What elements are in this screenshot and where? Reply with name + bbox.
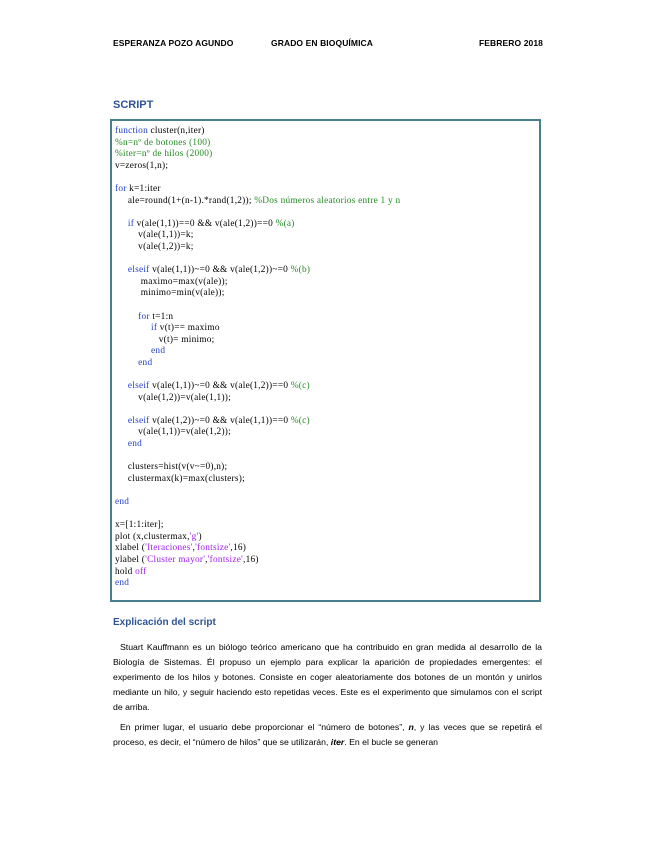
paragraph-2-var-iter: iter	[330, 737, 345, 748]
code-text: clustermax(k)=max(clusters);	[115, 473, 245, 484]
code-text	[115, 219, 128, 229]
code-line	[115, 474, 400, 486]
code-comment: %(a)	[275, 218, 295, 229]
code-text: cluster(n,iter)	[147, 126, 205, 136]
code-string: 'Iteraciones'	[145, 543, 193, 554]
paragraph-2	[113, 720, 542, 750]
code-text: ,16)	[230, 543, 247, 554]
code-keyword: end	[151, 346, 166, 357]
code-line	[115, 567, 400, 579]
code-text: v(ale(1,1))=v(ale(1,2));	[115, 427, 231, 438]
code-keyword: for	[115, 183, 127, 194]
code-text: v(ale(1,1))==0 && v(ale(1,2))==0	[134, 218, 276, 229]
code-keyword: for	[138, 311, 150, 322]
code-line	[115, 520, 400, 532]
code-line	[115, 138, 400, 150]
code-text: v=zeros(1,n);	[115, 160, 169, 171]
code-text: hold	[115, 566, 136, 577]
code-line	[115, 451, 400, 463]
code-line	[115, 404, 400, 416]
code-text: plot (x,clustermax,	[115, 531, 190, 542]
code-comment: %(c)	[290, 381, 310, 392]
code-text: v(ale(1,2))=k;	[115, 241, 194, 252]
code-keyword: elseif	[127, 381, 150, 392]
page-header	[113, 38, 543, 52]
code-text: ,	[205, 554, 208, 565]
code-text: xlabel (	[115, 543, 146, 554]
code-line	[115, 543, 400, 555]
section-title: SCRIPT	[113, 99, 154, 111]
code-text: v(t)== maximo	[157, 323, 220, 334]
code-text: k=1:iter	[126, 183, 161, 194]
paragraph-1: Stuart Kauffmann es un biólogo teórico americano que ha contribuido en gran medida al desarrollo de la Biología de Sistemas. Él propuso un ejemplo para explicar la aparición de propiedades emergentes: el experimento de los hilos y botones. Consiste en coger aleatoriamente dos botones de un montón y unirlos mediante un hilo, y seguir haciendo esto repetidas veces. Este es el experimento que simulamos con el script de arriba.	[113, 642, 542, 713]
code-comment: %(b)	[290, 265, 311, 276]
code-text	[115, 312, 138, 322]
code-line	[115, 288, 400, 300]
code-text: maximo=max(v(ale));	[115, 276, 228, 287]
code-comment: %(c)	[290, 415, 310, 426]
code-keyword: elseif	[127, 415, 150, 426]
code-line	[115, 161, 400, 173]
code-keyword: end	[127, 439, 143, 450]
header-degree: GRADO EN BIOQUÍMICA	[271, 38, 374, 48]
code-text	[115, 265, 128, 275]
header-author: ESPERANZA POZO AGUNDO	[113, 38, 234, 48]
code-text: v(t)= minimo;	[115, 334, 215, 345]
code-text: ylabel (	[115, 554, 146, 565]
code-line	[115, 532, 400, 544]
code-text: v(ale(1,1))=k;	[115, 230, 194, 241]
code-line	[115, 439, 400, 451]
code-line	[115, 509, 400, 521]
code-text	[115, 346, 151, 356]
code-text: v(ale(1,2))~=0 && v(ale(1,1))==0	[149, 415, 291, 426]
code-line	[115, 242, 400, 254]
code-string: 'fontsize'	[195, 543, 231, 554]
code-line	[115, 393, 400, 405]
code-string: off	[135, 566, 147, 577]
code-keyword: function	[115, 126, 148, 136]
code-line	[115, 358, 400, 370]
code-text: )	[198, 531, 202, 542]
code-text	[115, 416, 128, 426]
code-line	[115, 277, 400, 289]
code-string: 'Cluster mayor'	[145, 554, 206, 565]
paragraph-2-part2: , y las veces que se repetirá el proceso, es decir, el “número de hilos” que se utilizarán,	[113, 722, 542, 748]
code-line	[115, 462, 400, 474]
code-line	[115, 497, 400, 509]
code-line	[115, 578, 400, 590]
code-line	[115, 219, 400, 231]
code-comment: %iter=nº de hilos (2000)	[115, 149, 213, 160]
code-line	[115, 427, 400, 439]
code-line	[115, 184, 400, 196]
code-keyword: end	[115, 578, 130, 589]
code-line	[115, 265, 400, 277]
code-string: 'fontsize'	[207, 554, 244, 565]
code-line	[115, 254, 400, 266]
code-line	[115, 485, 400, 497]
code-keyword: elseif	[127, 265, 150, 276]
code-text	[115, 381, 128, 391]
paragraph-2-part1: En primer lugar, el usuario debe proporcionar el “número de botones”,	[120, 722, 409, 732]
paragraph-2-var-n: n	[408, 722, 414, 732]
code-keyword: if	[151, 323, 158, 334]
code-line	[115, 416, 400, 428]
code-line	[115, 196, 400, 208]
code-keyword: end	[115, 497, 130, 507]
code-comment: %Dos números aleatorios entre 1 y n	[254, 195, 401, 206]
paragraph-2-part3: . En el bucle se generan	[344, 737, 439, 748]
code-comment: %n=nº de botones (100)	[115, 137, 211, 148]
code-text	[115, 358, 138, 368]
code-line	[115, 230, 400, 242]
code-line	[115, 207, 400, 219]
code-text	[115, 439, 128, 449]
code-line	[115, 300, 400, 312]
code-line	[115, 381, 400, 393]
code-line	[115, 172, 400, 184]
code-text: ale=round(1+(n-1).*rand(1,2));	[115, 195, 255, 206]
code-keyword: end	[138, 357, 153, 368]
code-text: v(ale(1,1))~=0 && v(ale(1,2))~=0	[149, 265, 291, 276]
code-line	[115, 335, 400, 347]
code-line	[115, 555, 400, 567]
code-text: minimo=min(v(ale));	[115, 288, 225, 299]
code-line	[115, 149, 400, 161]
code-text: clusters=hist(v(v~=0),n);	[115, 462, 228, 473]
code-text: x=[1:1:iter];	[115, 520, 164, 531]
code-box	[110, 119, 541, 602]
code-line	[115, 369, 400, 381]
code-string: 'g'	[189, 531, 199, 542]
header-date: FEBRERO 2018	[478, 38, 543, 48]
code-line	[115, 312, 400, 324]
code-text: t=1:n	[149, 311, 174, 322]
explanation-title: Explicación del script	[113, 617, 216, 628]
code-line	[115, 346, 400, 358]
code-keyword: if	[127, 218, 135, 229]
code-line	[115, 126, 400, 138]
code-line	[115, 323, 400, 335]
code-text: v(ale(1,2))=v(ale(1,1));	[115, 392, 231, 403]
code-text: ,	[192, 543, 196, 554]
code-text	[115, 323, 151, 333]
code-listing	[115, 126, 400, 590]
code-text: ,16)	[243, 554, 259, 565]
code-text: v(ale(1,1))~=0 && v(ale(1,2))==0	[149, 381, 291, 392]
